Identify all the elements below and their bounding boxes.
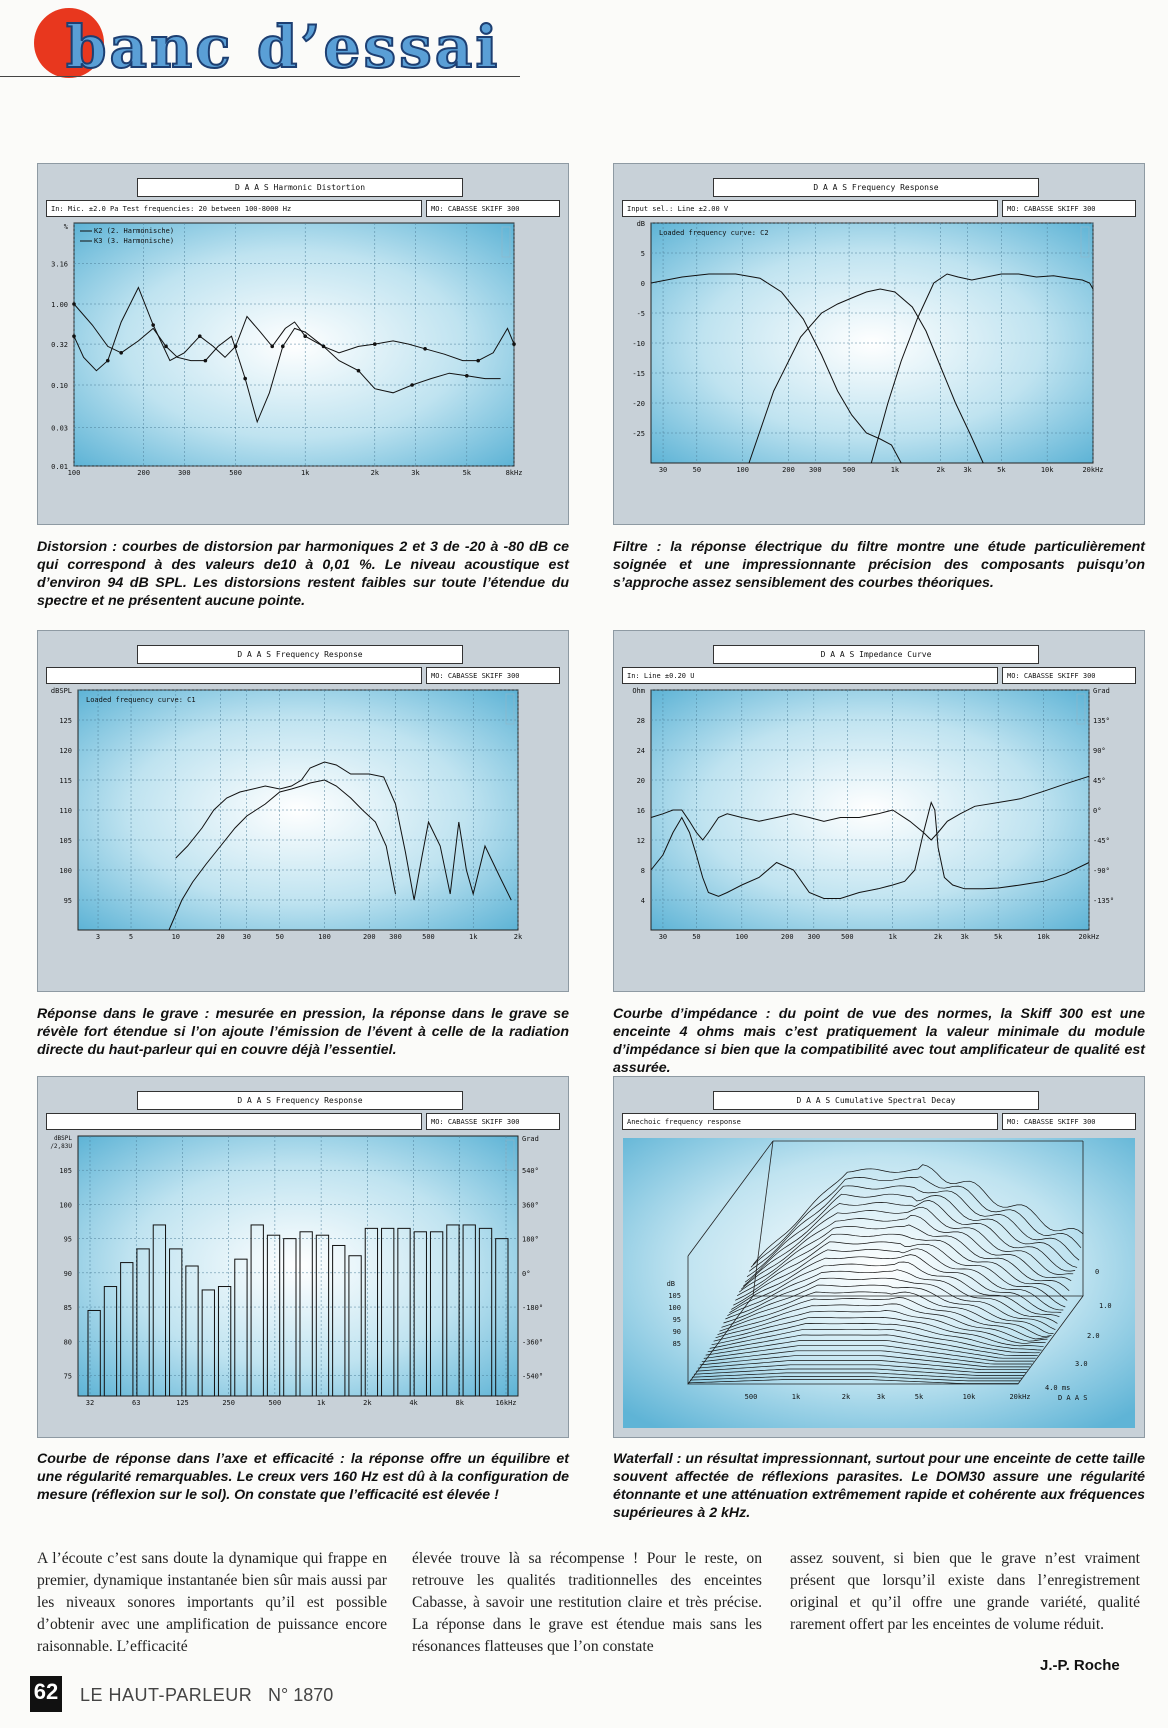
data-point	[151, 323, 155, 327]
x-tick-label: 20kHz	[1009, 1393, 1031, 1401]
x-tick-label: 100	[67, 469, 81, 477]
chart-info-left: Anechoic frequency response	[622, 1113, 998, 1130]
x-tick-label: 2k	[513, 933, 523, 941]
data-point	[119, 351, 123, 355]
plot-area	[78, 1136, 518, 1396]
curve-annotation: Loaded frequency curve: C2	[659, 229, 769, 237]
x-tick-label: 300	[807, 933, 821, 941]
body-column-3: assez souvent, si bien que le grave n’est vraiment présent que lorsqu’il existe dans l’enregistrement original et qu’il offre une grande variété, qualité rarement offert par les enceintes de volume réduit.	[790, 1550, 1140, 1633]
x-tick-label: 100	[736, 466, 749, 474]
chart-plot	[613, 630, 1145, 992]
caption-impedance: Courbe d’impédance : du point de vue des normes, la Skiff 300 est une enceinte 4 ohms mais c’est pratiquement la valeur minimale du module d’impédance si bien que la compatibilité avec tout amplificateur de qualité est assurée.	[613, 1006, 1145, 1076]
y2-tick-label: 90°	[1093, 747, 1106, 755]
x-tick-label: 3k	[876, 1393, 886, 1401]
y-tick-label: 85	[672, 1340, 681, 1348]
y-tick-label: 105	[668, 1292, 681, 1300]
x-tick-label: 100	[735, 933, 749, 941]
x-tick-label: 5	[128, 933, 134, 941]
data-point	[243, 377, 247, 381]
magazine-name: LE HAUT-PARLEUR	[80, 1685, 253, 1705]
chart-plot	[37, 630, 569, 992]
filter-frequency-response-chart	[613, 163, 1145, 525]
data-point	[270, 345, 274, 349]
data-point	[72, 334, 76, 338]
y-tick-label: 105	[59, 837, 72, 845]
x-tick-label: 10	[171, 933, 181, 941]
x-tick-label: 2k	[841, 1393, 851, 1401]
y2-tick-label: 540°	[522, 1167, 539, 1176]
y2-tick-label: -45°	[1093, 837, 1110, 845]
chart-plot	[37, 1076, 569, 1438]
y-tick-label: 3.16	[51, 260, 68, 269]
legend-label: K2 (2. Harmonische)	[94, 227, 175, 235]
data-point	[303, 334, 307, 338]
y-tick-label: 0	[640, 280, 645, 288]
x-tick-label: 1k	[791, 1393, 801, 1401]
x-tick-label: 500	[744, 1393, 758, 1401]
x-tick-label: 20kHz	[1082, 466, 1104, 474]
caption-axis-response: Courbe de réponse dans l’axe et efficacité : la réponse offre un équilibre et une régularité remarquables. Le creux vers 160 Hz est dû à la configuration de mesure (réflexion sur le sol). On constate que l’efficacité est élevée !	[37, 1451, 569, 1503]
y-tick-label: 80	[63, 1338, 72, 1347]
x-tick-label: 200	[137, 469, 150, 477]
author: J.-P. Roche	[1040, 1657, 1120, 1674]
data-point	[512, 342, 516, 346]
y-tick-label: 0.01	[51, 463, 68, 471]
x-tick-label: 8k	[455, 1399, 464, 1407]
data-point	[465, 374, 469, 378]
chart-info-right: MO: CABASSE SKIFF 300	[1002, 667, 1136, 684]
chart-title: D A A S Frequency Response	[713, 178, 1039, 197]
y-tick-label: 8	[640, 867, 645, 875]
y2-tick-label: -180°	[522, 1304, 544, 1313]
y-tick-label: 0.32	[51, 341, 68, 350]
x-tick-label: 100	[318, 933, 331, 941]
x-tick-label: 1k	[888, 933, 897, 941]
y-axis-label: /2,83U	[50, 1143, 72, 1150]
y-tick-label: 20	[636, 777, 645, 785]
x-tick-label: 10k	[1037, 933, 1050, 941]
data-point	[234, 345, 238, 349]
chart-info-right: MO: CABASSE SKIFF 300	[1002, 1113, 1136, 1130]
caption-filter: Filtre : la réponse électrique du filtre montre une étude particulièrement soignée et une impressionnante précision des composants puisqu’on s’approche assez sensiblement des courbes théoriques.	[613, 539, 1145, 591]
y-tick-label: 12	[636, 837, 645, 845]
data-point	[72, 302, 76, 306]
time-tick-label: 0	[1095, 1268, 1100, 1276]
page-number: 62	[33, 1679, 59, 1704]
x-tick-label: 50	[692, 933, 701, 941]
y2-tick-label: 180°	[522, 1235, 539, 1244]
section-title: banc d’essai	[66, 13, 501, 81]
y-tick-label: 95	[63, 1235, 72, 1244]
time-tick-label: 1.0	[1099, 1302, 1112, 1310]
x-tick-label: 125	[176, 1399, 189, 1407]
issue-number: N° 1870	[268, 1685, 334, 1705]
x-tick-label: 10k	[962, 1393, 976, 1401]
y-tick-label: 100	[59, 867, 72, 875]
chart-title: D A A S Frequency Response	[137, 645, 463, 664]
x-tick-label: 2k	[936, 466, 945, 474]
y-tick-label: 100	[59, 1201, 72, 1210]
x-tick-label: 5k	[914, 1393, 924, 1401]
y2-tick-label: 0°	[1093, 807, 1102, 815]
chart-plot	[613, 1076, 1145, 1438]
y-axis-label: %	[63, 223, 68, 231]
y-tick-label: 120	[59, 747, 72, 755]
chart-info-right: MO: CABASSE SKIFF 300	[1002, 200, 1136, 217]
body-column-2: élevée trouve là sa récompense ! Pour le reste, on retrouve les qualités traditionnelles des enceintes Cabasse, à savoir une restitution claire et très précise. La réponse dans le grave est étendue mais sans les résonances flatteuses que l’on constate	[412, 1550, 762, 1655]
data-point	[198, 334, 202, 338]
y2-axis-label: Grad	[522, 1135, 539, 1143]
x-tick-label: 5k	[997, 466, 1006, 474]
data-point	[106, 359, 110, 363]
curve-annotation: Loaded frequency curve: C1	[86, 696, 196, 704]
y-tick-label: 100	[668, 1304, 681, 1312]
x-tick-label: 30	[658, 466, 668, 474]
y-tick-label: 90	[63, 1269, 72, 1278]
chart-info-left: Input sel.: Line ±2.00 V	[622, 200, 998, 217]
x-tick-label: 250	[222, 1399, 235, 1407]
plot-area	[74, 223, 514, 466]
x-tick-label: 2k	[370, 469, 380, 477]
y-tick-label: 0.10	[51, 382, 68, 390]
chart-title: D A A S Harmonic Distortion	[137, 178, 463, 197]
y2-tick-label: 0°	[522, 1269, 531, 1278]
data-point	[373, 342, 377, 346]
x-tick-label: 2k	[933, 933, 943, 941]
time-tick-label: 2.0	[1087, 1332, 1100, 1340]
y2-tick-label: -360°	[522, 1338, 544, 1347]
x-tick-label: 200	[782, 466, 795, 474]
y-tick-label: 1.00	[51, 301, 68, 309]
x-tick-label: 5k	[993, 933, 1003, 941]
data-point	[357, 369, 361, 373]
chart-plot	[613, 163, 1145, 525]
x-tick-label: 2k	[363, 1399, 372, 1407]
chart-plot	[37, 163, 569, 525]
y-tick-label: 16	[636, 807, 645, 815]
y-tick-label: 85	[63, 1304, 72, 1313]
y-axis-label: dBSPL	[53, 1135, 72, 1142]
x-tick-label: 500	[268, 1399, 282, 1407]
caption-waterfall: Waterfall : un résultat impressionnant, surtout pour une enceinte de cette taille souvent affectée de réflexions parasites. Le DOM30 assure une régularité étonnante et une atténuation extrêmement rapide et cohérente aux fréquences supérieures à 2 kHz.	[613, 1451, 1145, 1521]
data-point	[204, 359, 208, 363]
x-tick-label: 200	[362, 933, 376, 941]
axis-response-bar-chart	[37, 1076, 569, 1438]
cumulative-spectral-decay-chart	[613, 1076, 1145, 1438]
chart-info-right: MO: CABASSE SKIFF 300	[426, 1113, 560, 1130]
chart-info-right: MO: CABASSE SKIFF 300	[426, 667, 560, 684]
y-tick-label: 4	[640, 897, 645, 905]
harmonic-distortion-chart	[37, 163, 569, 525]
y2-tick-label: -90°	[1093, 867, 1110, 875]
time-tick-label: 3.0	[1075, 1360, 1088, 1368]
x-tick-label: 32	[85, 1399, 95, 1407]
x-tick-label: 3k	[960, 933, 969, 941]
y-tick-label: 75	[63, 1372, 72, 1381]
daas-brand: D A A S	[1058, 1394, 1088, 1402]
y-tick-label: -25	[632, 430, 645, 438]
x-tick-label: 500	[842, 466, 856, 474]
x-tick-label: 20kHz	[1078, 933, 1100, 941]
x-tick-label: 300	[808, 466, 822, 474]
y2-tick-label: Grad	[1093, 687, 1110, 695]
x-tick-label: 1k	[300, 469, 310, 477]
data-point	[410, 383, 414, 387]
impedance-curve-chart	[613, 630, 1145, 992]
y-tick-label: 115	[59, 777, 72, 785]
x-tick-label: 200	[780, 933, 794, 941]
x-tick-label: 5k	[462, 469, 472, 477]
y-tick-label: 95	[63, 897, 72, 905]
body-column-1: A l’écoute c’est sans doute la dynamique qui frappe en premier, dynamique instantanée bien sûr mais aussi par les niveaux sonores importants qu’il est possible d’obtenir avec une amplification de puissance encore raisonnable. L’efficacité	[37, 1550, 387, 1655]
x-tick-label: 30	[242, 933, 251, 941]
y-tick-label: 28	[636, 717, 645, 725]
data-point	[476, 359, 480, 363]
x-tick-label: 16kHz	[495, 1399, 517, 1407]
y2-tick-label: 135°	[1093, 717, 1110, 725]
y2-tick-label: -135°	[1093, 897, 1115, 905]
y2-tick-label: -540°	[522, 1372, 544, 1381]
y-tick-label: -5	[636, 310, 645, 318]
x-tick-label: 3	[95, 933, 101, 941]
y2-tick-label: 45°	[1093, 777, 1106, 785]
y-tick-label: Ohm	[632, 687, 645, 695]
x-tick-label: 300	[177, 469, 191, 477]
data-point	[281, 345, 285, 349]
x-tick-label: 500	[422, 933, 435, 941]
time-tick-label: 4.0 ms	[1045, 1384, 1071, 1392]
legend-label: K3 (3. Harmonische)	[94, 237, 175, 245]
x-tick-label: 500	[229, 469, 242, 477]
x-tick-label: 20	[216, 933, 225, 941]
y-tick-label: 95	[672, 1316, 681, 1324]
chart-info-left: In: Line ±0.20 U	[622, 667, 998, 684]
y-tick-label: -15	[632, 370, 645, 378]
bass-frequency-response-chart	[37, 630, 569, 992]
y-tick-label: dBSPL	[50, 687, 72, 695]
y-tick-label: 90	[672, 1328, 681, 1336]
y-tick-label: -20	[632, 400, 645, 408]
x-tick-label: 3k	[963, 466, 972, 474]
x-tick-label: 1k	[316, 1399, 326, 1407]
caption-distortion: Distorsion : courbes de distorsion par harmoniques 2 et 3 de -20 à -80 dB ce qui correspond à des valeurs de10 à 0,01 %. Le niveau acoustique est d’environ 94 dB SPL. Les distorsions restent faibles sur toute l’étendue du spectre et ne présentent aucune pointe.	[37, 539, 569, 609]
y-tick-label: 5	[640, 250, 645, 258]
chart-title: D A A S Cumulative Spectral Decay	[713, 1091, 1039, 1110]
chart-info-left: In: Mic. ±2.0 Pa Test frequencies: 20 between 100-8000 Hz	[46, 200, 422, 217]
chart-title: D A A S Impedance Curve	[713, 645, 1039, 664]
chart-title: D A A S Frequency Response	[137, 1091, 463, 1110]
x-tick-label: 1k	[890, 466, 900, 474]
y-tick-label: 105	[59, 1167, 72, 1176]
x-tick-label: 3k	[411, 469, 420, 477]
x-tick-label: 4k	[409, 1399, 418, 1407]
y-tick-label: dB	[636, 220, 645, 228]
x-tick-label: 8kHz	[505, 469, 523, 477]
data-point	[423, 347, 427, 351]
y-tick-label: 125	[59, 717, 72, 725]
y-tick-label: -10	[632, 340, 645, 348]
y-axis-label: dB	[666, 1280, 675, 1288]
x-tick-label: 30	[658, 933, 668, 941]
y-tick-label: 110	[59, 807, 72, 815]
data-point	[164, 345, 168, 349]
y-tick-label: 0.03	[51, 424, 68, 433]
x-tick-label: 500	[840, 933, 854, 941]
x-tick-label: 50	[275, 933, 284, 941]
x-tick-label: 10k	[1040, 466, 1054, 474]
chart-info-right: MO: CABASSE SKIFF 300	[426, 200, 560, 217]
y-tick-label: 24	[636, 747, 645, 755]
caption-bass-response: Réponse dans le grave : mesurée en pression, la réponse dans le grave se révèle fort étendue si l’on ajoute l’émission de l’évent à celle de la radiation directe du haut-parleur qui en couvre déjà l’essentiel.	[37, 1006, 569, 1058]
x-tick-label: 300	[389, 933, 402, 941]
x-tick-label: 50	[692, 466, 702, 474]
y2-tick-label: 360°	[522, 1201, 539, 1210]
x-tick-label: 1k	[469, 933, 478, 941]
x-tick-label: 63	[132, 1399, 141, 1407]
